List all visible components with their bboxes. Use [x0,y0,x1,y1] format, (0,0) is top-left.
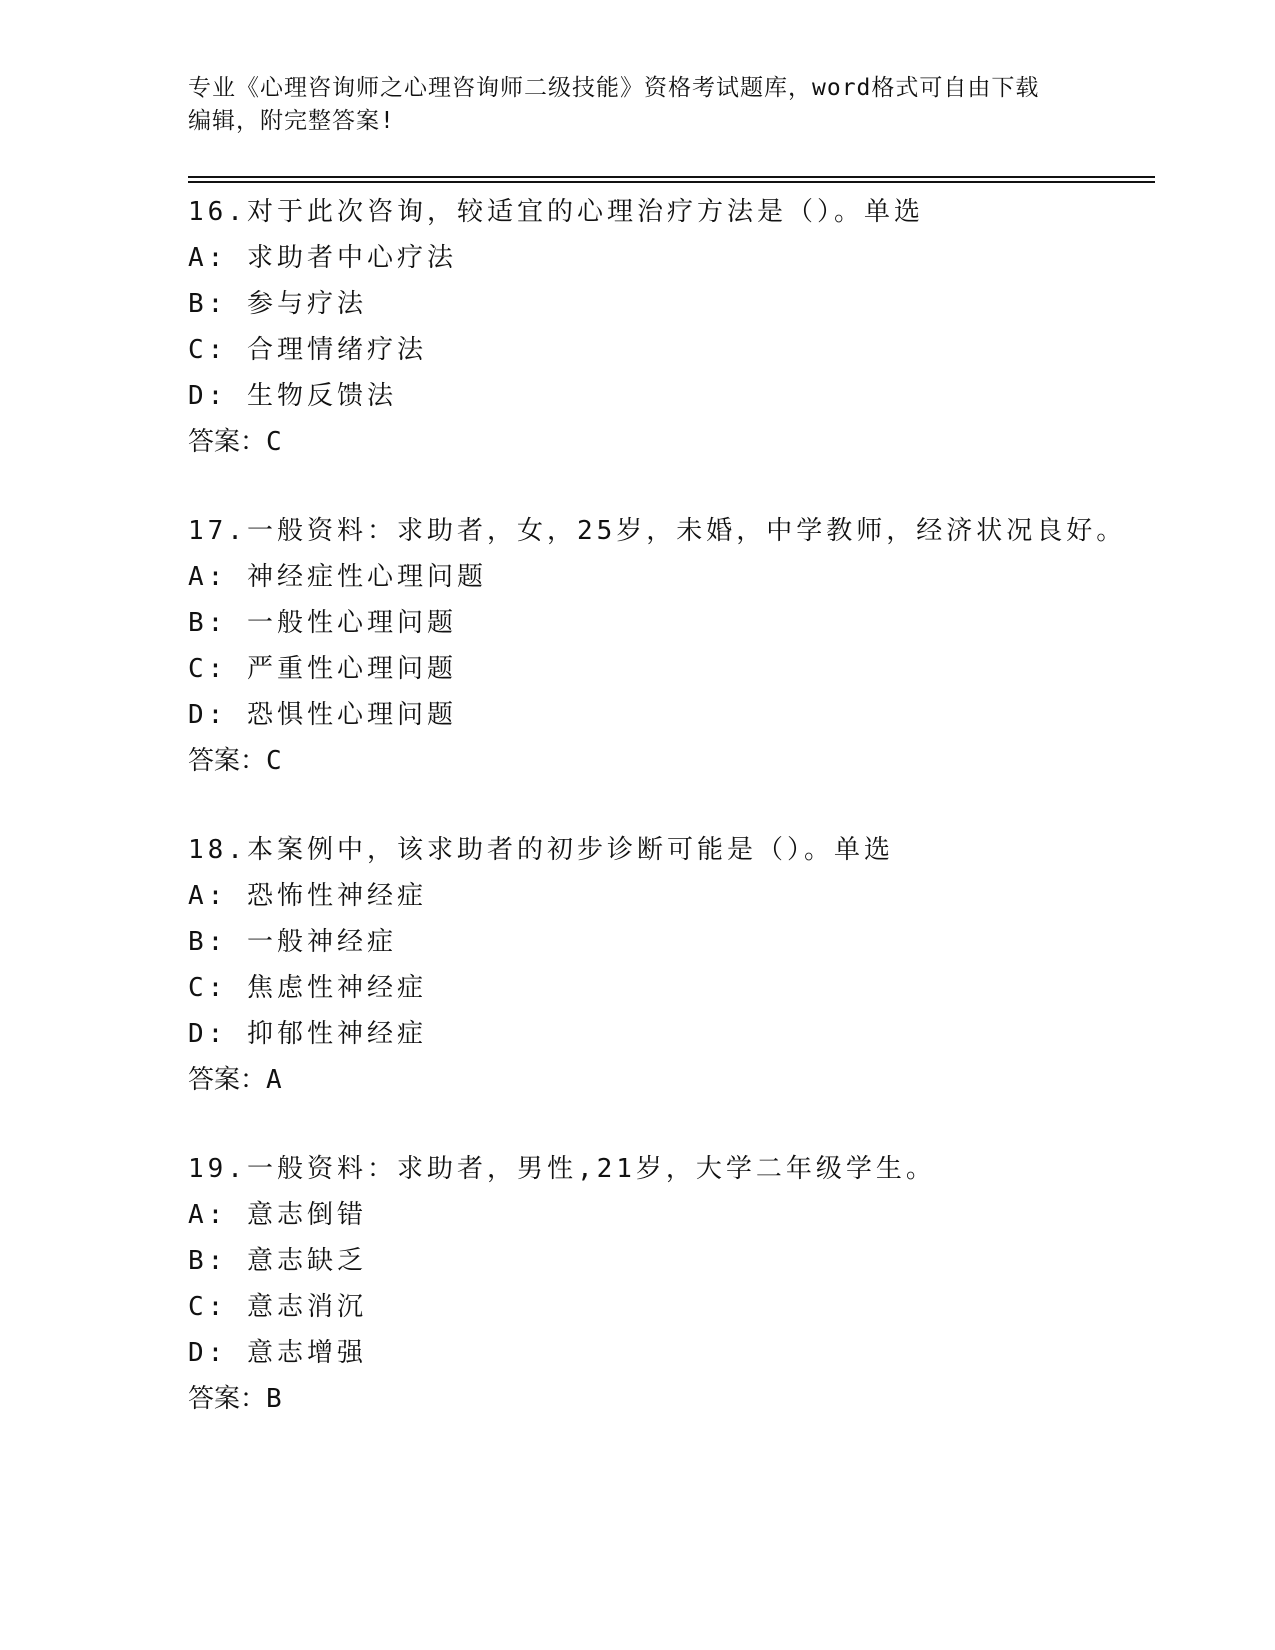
option-d: D: 意志增强 [188,1338,367,1368]
answer-value: B [266,1384,282,1414]
option-a: A: 求助者中心疗法 [188,243,457,273]
option-b: B: 参与疗法 [188,289,367,319]
question-18 [188,827,1148,1103]
option-a: A: 恐怖性神经症 [188,881,427,911]
option-b: B: 意志缺乏 [188,1246,367,1276]
option-c: C: 焦虑性神经症 [188,973,427,1003]
header-divider-top [188,176,1155,178]
question-stem: 16.对于此次咨询，较适宜的心理治疗方法是（）。单选 [188,197,924,227]
option-d: D: 抑郁性神经症 [188,1019,427,1049]
option-b: B: 一般性心理问题 [188,608,457,638]
answer-line [188,419,1148,465]
header-line-2: 编辑，附完整答案! [188,108,395,134]
answer-value: C [266,746,282,776]
question-19 [188,1146,1148,1422]
document-header [188,72,1088,138]
option-d: D: 生物反馈法 [188,381,397,411]
option-d: D: 恐惧性心理问题 [188,700,457,730]
answer-line [188,1376,1148,1422]
option-a: A: 神经症性心理问题 [188,562,487,592]
option-c: C: 合理情绪疗法 [188,335,427,365]
header-divider-bottom [188,181,1155,183]
question-16 [188,189,1148,465]
answer-label: 答案： [188,746,267,776]
option-c: C: 严重性心理问题 [188,654,457,684]
answer-label: 答案： [188,1065,267,1095]
option-b: B: 一般神经症 [188,927,397,957]
answer-line [188,1057,1148,1103]
answer-value: C [266,427,282,457]
answer-line [188,738,1148,784]
question-stem: 17.一般资料：求助者，女，25岁，未婚，中学教师，经济状况良好。 [188,516,1127,546]
option-a: A: 意志倒错 [188,1200,367,1230]
header-line-1: 专业《心理咨询师之心理咨询师二级技能》资格考试题库，word格式可自由下载 [188,75,1040,101]
option-c: C: 意志消沉 [188,1292,367,1322]
answer-value: A [266,1065,282,1095]
question-17 [188,508,1148,784]
answer-label: 答案： [188,427,267,457]
question-stem: 18.本案例中，该求助者的初步诊断可能是（）。单选 [188,835,894,865]
answer-label: 答案： [188,1384,267,1414]
question-stem: 19.一般资料：求助者，男性,21岁，大学二年级学生。 [188,1154,936,1184]
